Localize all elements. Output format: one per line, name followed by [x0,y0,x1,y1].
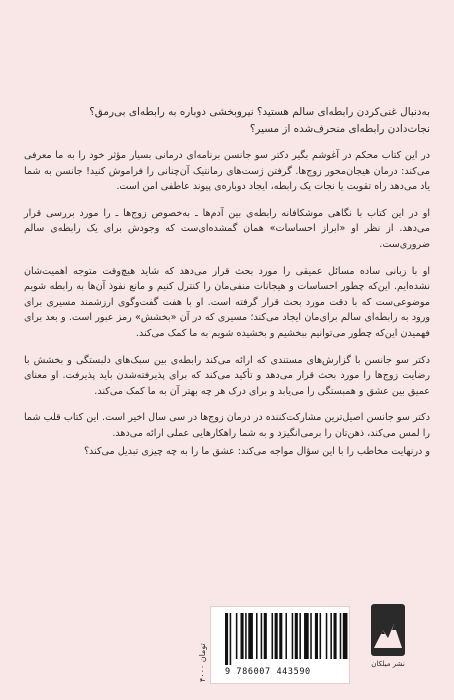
barcode-bar [275,613,278,659]
paragraph: در این کتاب محکم در آغوشم بگیر دکتر سو جانسن برنامه‌ای درمانی بسیار مؤثر خود را به ما معرفی می‌کند: درمان هیجان‌محور زوج‌ها. گرفتن ژست‌های رمانتیک آن‌چنانی را فراموش کنید! جانسن به شما یاد می‌دهد راه تقویت یا نجات یک رابطه، ایجاد دوباره‌ی پیوند عاطفی امن است. [24,150,430,193]
isbn-number: 9 786007 443590 [225,667,311,677]
barcode-bar [320,613,322,659]
barcode-bars [225,613,349,665]
price-label: ۴۰۰۰ تومان [198,643,207,682]
paragraph: دکتر سو جانسن اصیل‌ترین مشارکت‌کننده در درمان زوج‌ها در سی سال اخیر است. این کتاب قلب شما را لمس می‌کند، ذهن‌تان را برمی‌انگیزد و به شما راهکارهایی عملی ارائه می‌دهد. [24,412,430,439]
barcode-bar [340,613,342,659]
barcode-bar [248,613,253,659]
intro-questions [24,104,430,138]
barcode-bar [334,613,337,659]
intro-line: نجات‌دادن رابطه‌ای منحرف‌شده از مسیر؟ [249,123,430,135]
barcode-bar [261,613,263,659]
barcode-bar [330,613,332,659]
barcode-bar [236,613,238,659]
barcode-bar [241,613,244,659]
blurb-text [24,104,430,459]
paragraph: او در این کتاب با نگاهی موشکافانه رابطه‌ی بین آدم‌ها ـ به‌خصوص زوج‌ها ـ را مورد بررسی قرار می‌دهد. از نظر او «ابراز احساسات» همان گمشده‌ای‌ست که وجودش برای یک رابطه‌ی سالم ضروری‌ست. [24,207,430,250]
barcode-bar [310,613,312,659]
barcode-bar [326,613,328,659]
publisher-name: نشر میلکان [371,660,405,668]
barcode-bar [256,613,258,659]
barcode-bar [230,613,232,665]
publisher-logo [370,604,406,684]
paragraph: او با زبانی ساده مسائل عمیقی را مورد بحث قرار می‌دهد که شاید هیچ‌وقت متوجه اهمیت‌شان نشده‌ایم. این‌که چطور احساسات و هیجانات منفی‌مان را کنترل کنیم و مانع نفوذ آن‌ها به رابطه شویم موضوعی‌ست که با دقت مورد بحث قرار گرفته است. او با هفت گفت‌وگوی ارزشمند مسیری برای ورود به رابطه‌ای سالم برای‌مان ایجاد می‌کند؛ مسیری که در آن «بخشش» رمز عبور است. و بعد برای فهمیدن این‌که چطور می‌توانیم ببخشیم و بخشیده شویم به ما کمک می‌کند. [24,265,430,339]
barcode-bar [245,613,247,659]
barcode-bar [285,613,287,659]
mountain-logo-icon [371,604,405,656]
barcode-bar [315,613,318,659]
barcode-bar [304,613,309,659]
barcode-bar [279,613,282,659]
paragraph: دکتر سو جانسن با گزارش‌های مستندی که ارائه می‌کند رابطه‌ی بین سبک‌های دلبستگی و بخشش با رضایت زوج‌ها را مورد بحث قرار می‌دهد و تأکید می‌کند که برای پذیرفته‌شدن باید پذیرفت. او معنای عمیق بین عشق و همبستگی را می‌یابد و برای درک هر چه بهتر آن به ما کمک می‌کند. [24,354,430,397]
barcode-bar [343,613,348,659]
isbn-barcode [210,606,350,684]
barcode-bar [225,613,228,665]
barcode-bar [299,613,301,659]
barcode-bar [295,613,298,659]
barcode-bar [272,613,274,659]
intro-line: به‌دنبال غنی‌کردن رابطه‌ای سالم هستید؟ نیروبخشی دوباره به رابطه‌ای بی‌رمق؟ [89,106,430,118]
barcode-bar [264,613,267,659]
closing-question: و درنهایت مخاطب را با این سؤال مواجه می‌کند: عشق ما را به چه چیزی تبدیل می‌کند؟ [83,445,430,457]
barcode-bar [292,613,294,659]
